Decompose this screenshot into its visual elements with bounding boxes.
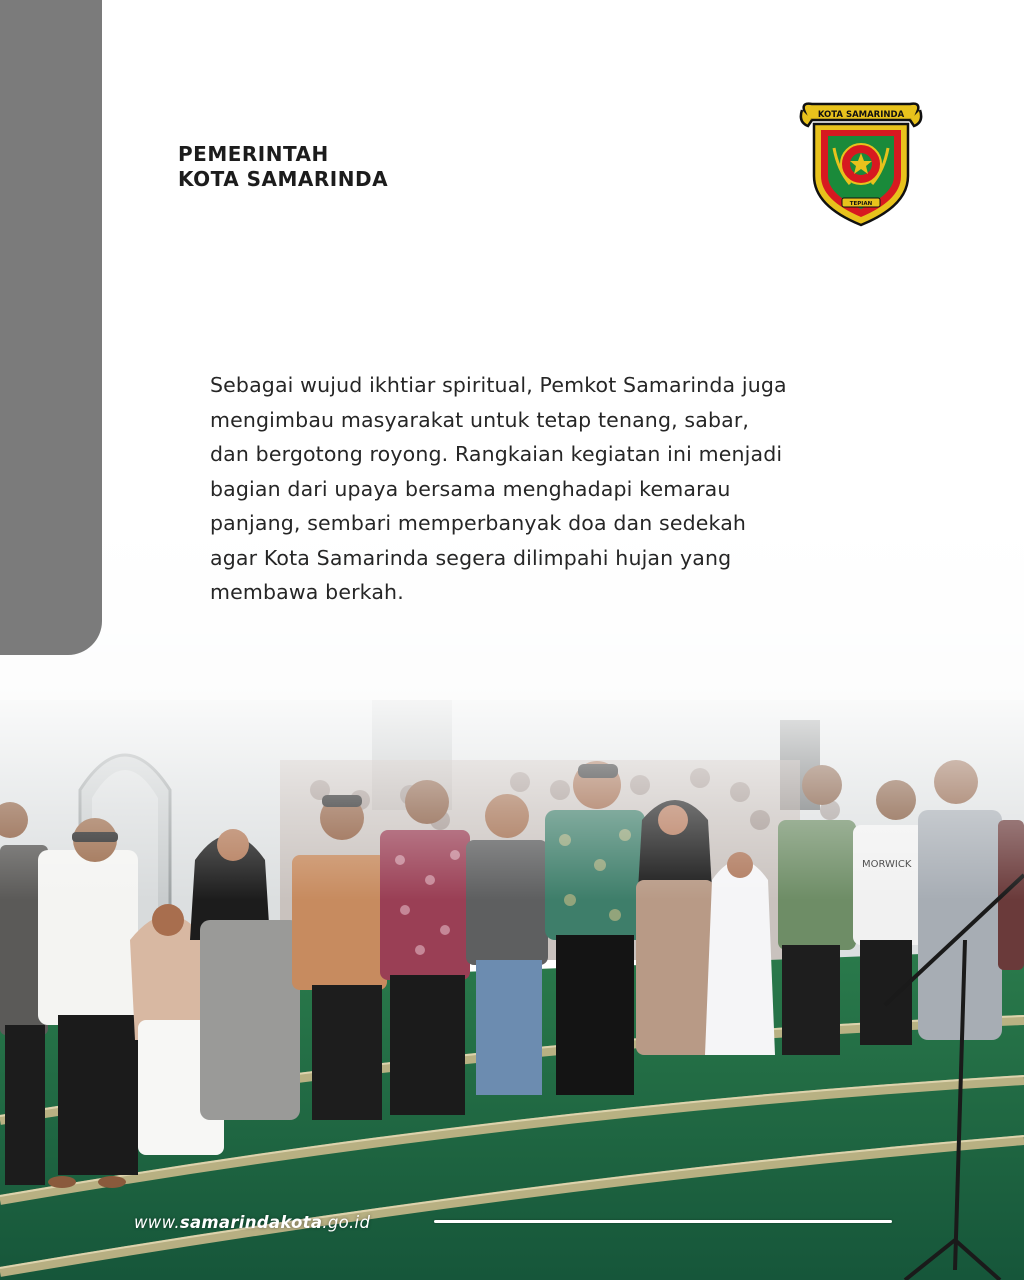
website-prefix: www.	[134, 1212, 180, 1232]
footer-divider-line	[434, 1220, 892, 1223]
body-paragraph	[210, 368, 910, 610]
body-line: mengimbau masyarakat untuk tetap tenang, sabar,	[210, 407, 750, 432]
organization-name-line2: KOTA SAMARINDA	[178, 167, 389, 191]
event-photo-illustration	[0, 520, 1024, 1280]
city-emblem-logo	[798, 98, 924, 228]
footer	[134, 1210, 370, 1234]
city-emblem-icon	[798, 98, 924, 228]
emblem-motto-text: TEPIAN	[849, 201, 873, 207]
organization-name-line1: PEMERINTAH	[178, 142, 329, 166]
emblem-banner-text: KOTA SAMARINDA	[817, 110, 905, 120]
website-suffix: .go.id	[322, 1212, 371, 1232]
body-line: panjang, sembari memperbanyak doa dan sedekah	[210, 511, 747, 535]
organization-name	[178, 142, 388, 192]
website-domain: samarindakota	[179, 1212, 323, 1232]
body-line: agar Kota Samarinda segera dilimpahi hujan yang	[210, 545, 732, 570]
website-link[interactable]	[134, 1213, 370, 1232]
body-line: membawa berkah.	[210, 580, 404, 604]
body-line: Sebagai wujud ikhtiar spiritual, Pemkot Samarinda juga	[210, 373, 787, 397]
body-line: dan bergotong royong. Rangkaian kegiatan ini menjadi	[210, 442, 783, 466]
event-photo	[0, 520, 1024, 1280]
side-accent-band	[0, 0, 102, 655]
body-line: bagian dari upaya bersama menghadapi kemarau	[210, 476, 731, 501]
